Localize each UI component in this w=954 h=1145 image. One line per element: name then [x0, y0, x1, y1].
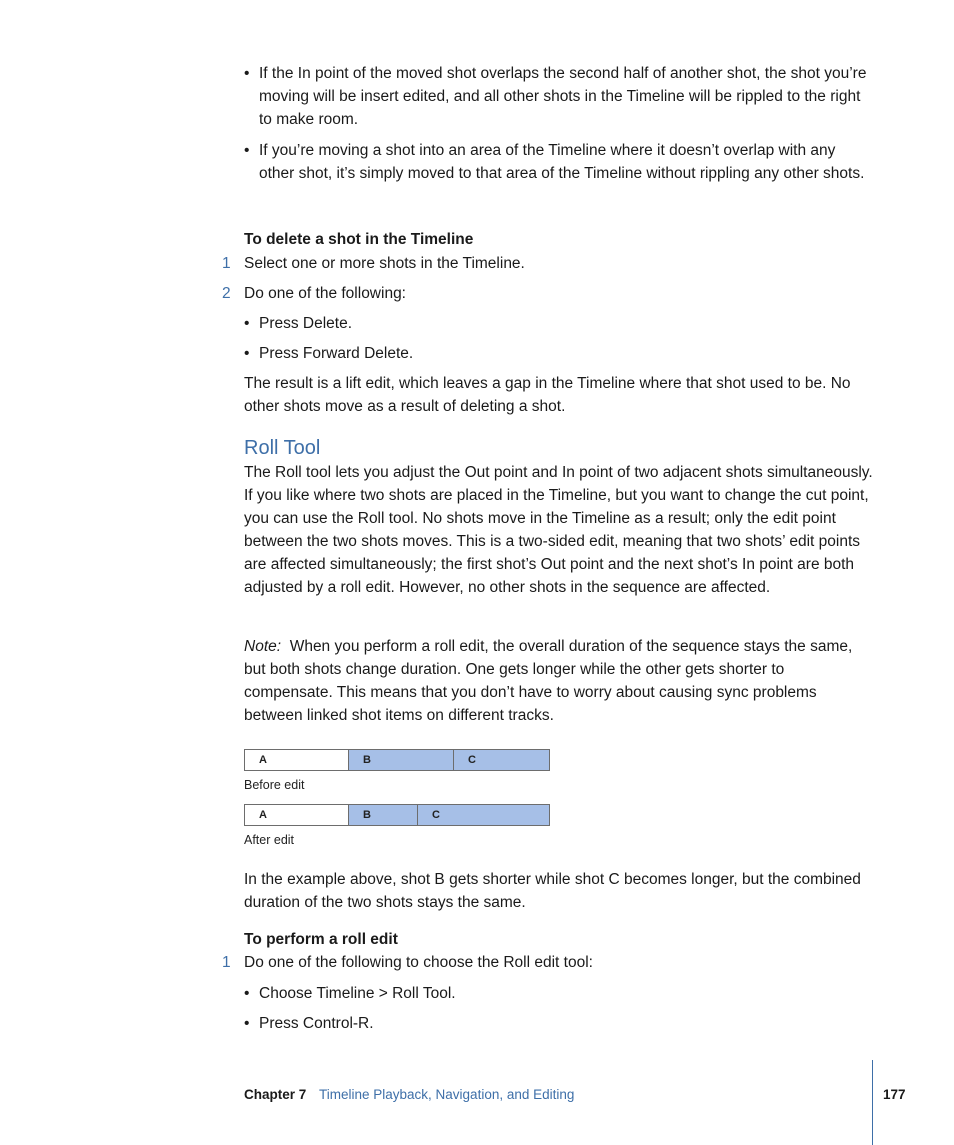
step-number: 1: [222, 255, 231, 272]
clip-c: C: [417, 805, 549, 825]
intro-paragraph: The Roll tool lets you adjust the Out point and In point of two adjacent shots simultaneously. If you like where two shots are placed in the Timeline, but you want to change the cut point, you can use the Roll tool. No shots move in the Timeline as a result; only the edit point between the two shots moves. This is a two-sided edit, meaning that two shots’ edit points are affected simultaneously; the first shot’s Out point and the next shot’s In point are both adjusted by a roll edit. However, no other shots in the sequence are affected.: [244, 464, 873, 596]
bullet-text: Press Control-R.: [259, 1015, 374, 1032]
step-text: Select one or more shots in the Timeline.: [244, 255, 525, 272]
step-number: 2: [222, 285, 231, 302]
footer-chapter-title: Timeline Playback, Navigation, and Editing: [319, 1087, 575, 1102]
bullet-dot: •: [244, 65, 250, 82]
bullet-text: Press Forward Delete.: [259, 345, 414, 362]
bullet-text: If the In point of the moved shot overlaps the second half of another shot, the shot you’re moving will be insert edited, and all other shots in the Timeline will be rippled to the right to make room.: [259, 65, 867, 128]
bullet-text: If you’re moving a shot into an area of the Timeline where it doesn’t overlap with any other shot, it’s simply moved to that area of the Timeline without rippling any other shots.: [259, 142, 865, 182]
result-paragraph: The result is a lift edit, which leaves a gap in the Timeline where that shot used to be. No other shots move as a result of deleting a shot.: [244, 375, 851, 415]
timeline-track-before: [244, 749, 550, 771]
note-text: When you perform a roll edit, the overall duration of the sequence stays the same, but both shots change duration. One gets longer while the other gets shorter to compensate. This means that you don’t have to worry about causing sync problems between linked shot items on different tracks.: [244, 638, 853, 724]
bullet-dot: •: [244, 142, 250, 159]
diagram-caption: After edit: [244, 833, 295, 847]
bullet-item: [244, 62, 874, 131]
bullet-text: Press Delete.: [259, 315, 353, 332]
step-number: 1: [222, 954, 231, 971]
example-paragraph: In the example above, shot B gets shorter while shot C becomes longer, but the combined duration of the two shots stays the same.: [244, 871, 861, 911]
note-label: Note:: [244, 638, 282, 655]
bullet-dot: •: [244, 345, 250, 362]
note-paragraph: [244, 635, 876, 727]
clip-b: B: [348, 750, 453, 770]
footer-divider: [872, 1060, 873, 1145]
section-heading: Roll Tool: [244, 437, 321, 459]
bullet-text: Choose Timeline > Roll Tool.: [259, 985, 456, 1002]
bullet-item: [244, 139, 874, 185]
footer-chapter: Chapter 7: [244, 1087, 307, 1102]
task-title: To delete a shot in the Timeline: [244, 231, 474, 248]
step-text: Do one of the following to choose the Roll edit tool:: [244, 954, 593, 971]
bullet-dot: •: [244, 315, 250, 332]
bullet-dot: •: [244, 985, 250, 1002]
diagram-caption: Before edit: [244, 778, 305, 792]
step-text: Do one of the following:: [244, 285, 406, 302]
bullet-item: [244, 982, 874, 1005]
clip-a: A: [245, 805, 348, 825]
task-title: To perform a roll edit: [244, 931, 398, 948]
clip-b: B: [348, 805, 417, 825]
page-number: 177: [883, 1087, 906, 1102]
bullet-dot: •: [244, 1015, 250, 1032]
bullet-item: [244, 342, 874, 365]
clip-a: A: [245, 750, 348, 770]
timeline-track-after: [244, 804, 550, 826]
bullet-item: [244, 1012, 874, 1035]
bullet-item: [244, 312, 874, 335]
clip-c: C: [453, 750, 549, 770]
